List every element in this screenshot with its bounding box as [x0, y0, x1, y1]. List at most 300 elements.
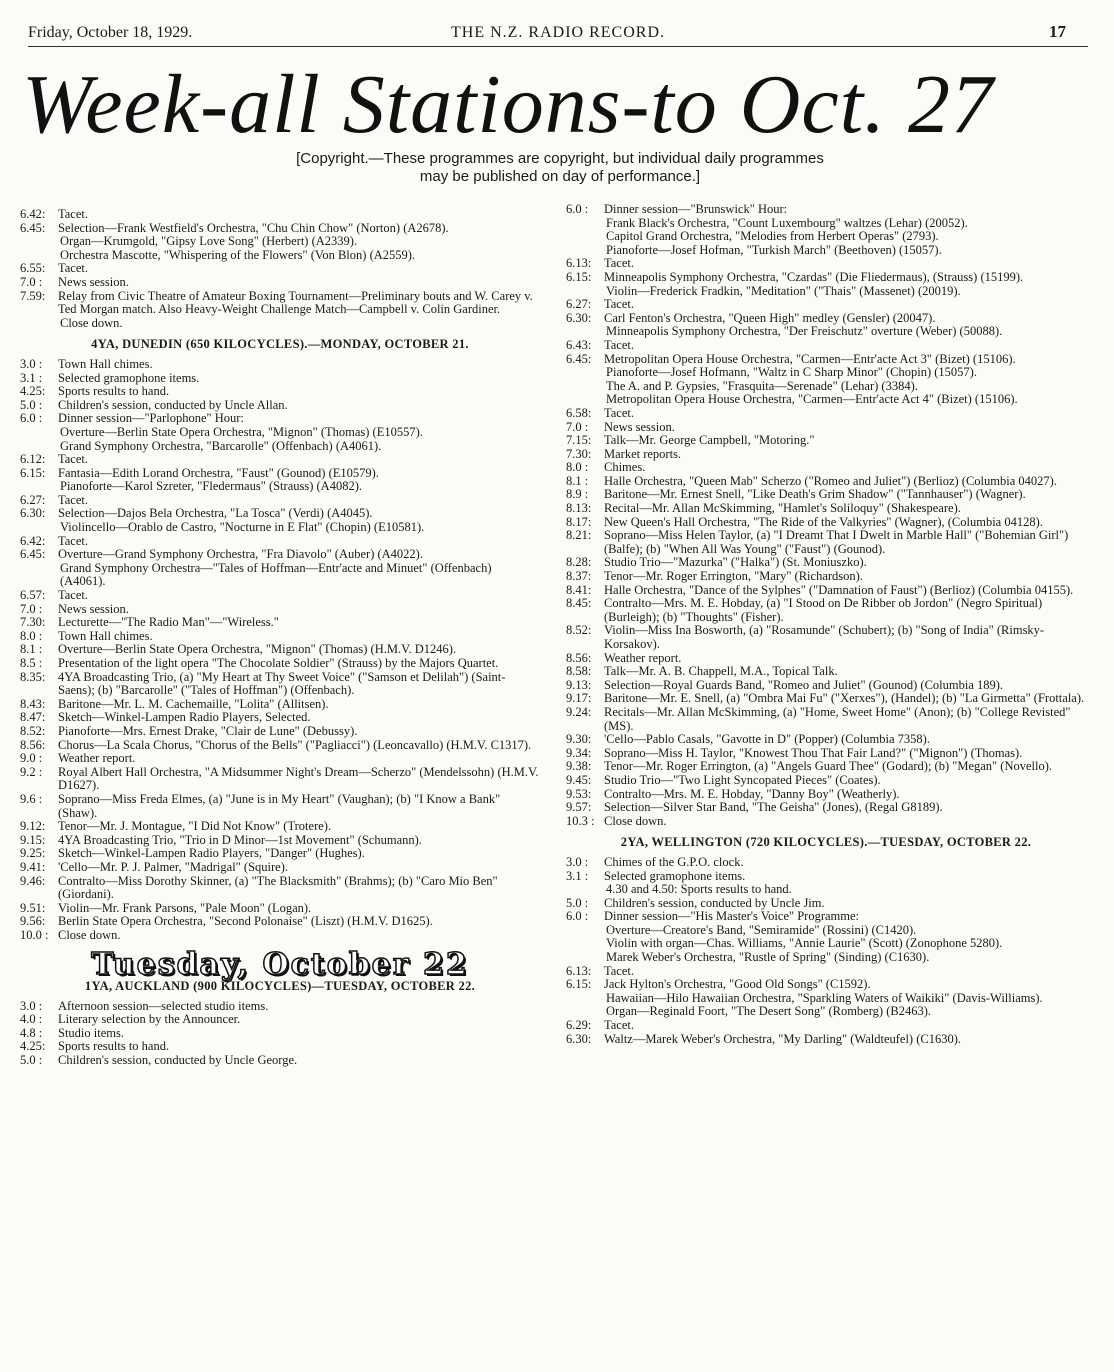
programme-entry: [566, 244, 1086, 258]
programme-entry: [20, 480, 540, 494]
entry-description: Sports results to hand.: [58, 1039, 170, 1054]
programme-entry: [20, 358, 540, 372]
programme-entry: [20, 929, 540, 943]
programme-entry: [20, 847, 540, 861]
entry-time: 6.15:: [566, 269, 592, 284]
programme-entry: [566, 516, 1086, 530]
entry-description: Chorus—La Scala Chorus, "Chorus of the Bells" ("Pagliacci") (Leoncavallo) (H.M.V. C1317).: [58, 737, 532, 752]
programme-entry: [566, 217, 1086, 231]
entry-description: Violin—Mr. Frank Parsons, "Pale Moon" (Logan).: [58, 900, 312, 915]
entry-description: 4YA Broadcasting Trio, (a) "My Heart at Thy Sweet Voice" ("Samson et Delilah") (Saint-Saens); (b) "Barcarolle" ("Tales of Hoffman") (Offenbach).: [58, 669, 506, 698]
entry-description: Overture—Grand Symphony Orchestra, "Fra Diavolo" (Auber) (A4022).: [58, 547, 423, 562]
entry-description: Soprano—Miss H. Taylor, "Knowest Thou That Fair Land?" ("Mignon") (Thomas).: [604, 745, 1023, 760]
programme-entry: [566, 815, 1086, 829]
entry-description: Studio items.: [58, 1025, 124, 1040]
entry-time: 8.47:: [20, 710, 46, 725]
entry-description: Selection—Dajos Bela Orchestra, "La Tosca" (Verdi) (A4045).: [58, 506, 373, 521]
entry-time: 6.27:: [20, 492, 46, 507]
entry-description: Grand Symphony Orchestra, "Barcarolle" (Offenbach) (A4061).: [60, 438, 382, 453]
entry-time: 7.30:: [20, 615, 46, 630]
entry-description: Baritone—Mr. Ernest Snell, "Like Death's Grim Shadow" ("Tannhauser") (Wagner).: [604, 487, 1026, 502]
programme-entry: [20, 725, 540, 739]
entry-description: Contralto—Mrs. M. E. Hobday, (a) "I Stood on De Ribber ob Jordon" (Negro Spiritual) (Burleigh); (b) "Thoughts" (Fisher).: [604, 596, 1043, 624]
programme-entry: [20, 630, 540, 644]
entry-time: 10.0 :: [20, 927, 49, 942]
entry-description: Dinner session—"Parlophone" Hour:: [58, 411, 244, 426]
entry-time: 8.56:: [20, 737, 46, 752]
entry-description: Capitol Grand Orchestra, "Melodies from Herbert Operas" (2793).: [606, 229, 939, 244]
entry-description: Pianoforte—Josef Hofman, "Turkish March" (Beethoven) (15057).: [606, 242, 942, 257]
entry-description: Contralto—Mrs. M. E. Hobday, "Danny Boy" (Weatherly).: [604, 786, 900, 801]
programme-entry: [566, 285, 1086, 299]
programme-entry: [566, 978, 1086, 992]
entry-time: 9.34:: [566, 745, 592, 760]
programme-entry: [566, 448, 1086, 462]
entry-description: Town Hall chimes.: [58, 356, 153, 371]
entry-time: 8.9 :: [566, 487, 589, 502]
entry-description: Tacet.: [604, 963, 635, 978]
programme-entry: [566, 801, 1086, 815]
programme-entry: [20, 548, 540, 562]
entry-description: Tacet.: [604, 337, 635, 352]
entry-description: Tacet.: [604, 297, 635, 312]
entry-description: Chimes of the G.P.O. clock.: [604, 854, 744, 869]
programme-entry: [20, 643, 540, 657]
publication-title: THE N.Z. RADIO RECORD.: [451, 24, 665, 41]
entry-description: Tacet.: [58, 533, 89, 548]
programme-entry: [566, 393, 1086, 407]
entry-description: Halle Orchestra, "Dance of the Sylphes" ("Damnation of Faust") (Berlioz) (Columbia 04155).: [604, 582, 1074, 597]
entry-time: 4.25:: [20, 1039, 46, 1054]
entry-description: Organ—Reginald Foort, "The Desert Song" (Romberg) (B2463).: [606, 1004, 931, 1019]
programme-entry: [566, 434, 1086, 448]
entry-description: Tacet.: [604, 405, 635, 420]
programme-entry: [20, 262, 540, 276]
programme-entry: [566, 570, 1086, 584]
programme-entry: [566, 760, 1086, 774]
entry-description: Weather report.: [58, 751, 136, 766]
entry-description: New Queen's Hall Orchestra, "The Ride of the Valkyries" (Wagner), (Columbia 04128).: [604, 514, 1043, 529]
day-heading: Tuesday, October 22: [91, 947, 469, 983]
entry-description: Selection—Silver Star Band, "The Geisha" (Jones), (Regal G8189).: [604, 800, 943, 815]
entry-description: Studio Trio—"Two Light Syncopated Pieces" (Coates).: [604, 772, 881, 787]
entry-description: Tenor—Mr. Roger Errington, (a) "Angels Guard Thee" (Godard); (b) "Megan" (Novello).: [604, 759, 1052, 774]
programme-entry: [20, 861, 540, 875]
programme-entry: [20, 834, 540, 848]
entry-time: 9.46:: [20, 873, 46, 888]
entry-time: 6.0 :: [20, 411, 43, 426]
programme-entry: [566, 203, 1086, 217]
programme-entry: [20, 1000, 540, 1014]
programme-entry: [20, 698, 540, 712]
entry-description: Carl Fenton's Orchestra, "Queen High" medley (Gensler) (20047).: [604, 310, 936, 325]
programme-entry: [20, 603, 540, 617]
programme-entry: [20, 290, 540, 317]
programme-entry: [566, 624, 1086, 651]
right-column: [566, 203, 1086, 1046]
entry-description: Violincello—Orablo de Castro, "Nocturne in E Flat" (Chopin) (E10581).: [60, 520, 425, 535]
entry-time: 9.24:: [566, 704, 592, 719]
entry-time: 6.45:: [566, 351, 592, 366]
entry-time: 6.42:: [20, 533, 46, 548]
programme-entry: [20, 385, 540, 399]
entry-time: 9.51:: [20, 900, 46, 915]
entry-time: 5.0 :: [566, 895, 589, 910]
entry-description: Pianoforte—Josef Hofmann, "Waltz in C Sharp Minor" (Chopin) (15057).: [606, 365, 977, 380]
programme-entry: [20, 657, 540, 671]
programme-entry: [566, 965, 1086, 979]
entry-description: Talk—Mr. George Campbell, "Motoring.": [604, 433, 815, 448]
entry-description: Tacet.: [604, 1018, 635, 1033]
entry-time: 6.43:: [566, 337, 592, 352]
entry-description: Town Hall chimes.: [58, 628, 153, 643]
entry-description: Selection—Royal Guards Band, "Romeo and Juliet" (Gounod) (Columbia 189).: [604, 677, 1004, 692]
entry-description: Tacet.: [58, 588, 89, 603]
entry-description: Violin—Frederick Fradkin, "Meditation" ("Thais" (Massenet) (20019).: [606, 283, 961, 298]
programme-entry: [566, 692, 1086, 706]
issue-date: Friday, October 18, 1929.: [28, 24, 193, 41]
programme-entry: [20, 820, 540, 834]
entry-time: 8.45:: [566, 596, 592, 611]
programme-entry: [566, 488, 1086, 502]
entry-description: Children's session, conducted by Uncle George.: [58, 1053, 298, 1068]
entry-time: 7.0 :: [20, 601, 43, 616]
programme-entry: [20, 372, 540, 386]
entry-time: 9.0 :: [20, 751, 43, 766]
programme-entry: [566, 230, 1086, 244]
programme-entry: [566, 747, 1086, 761]
programme-entry: [20, 235, 540, 249]
entry-description: Afternoon session—selected studio items.: [58, 998, 269, 1013]
entry-time: 3.1 :: [20, 370, 43, 385]
programme-entry: [566, 298, 1086, 312]
programme-entry: [566, 910, 1086, 924]
entry-time: 6.27:: [566, 297, 592, 312]
entry-time: 6.55:: [20, 261, 46, 276]
entry-description: Overture—Berlin State Opera Orchestra, "Mignon" (Thomas) (E10557).: [60, 424, 423, 439]
entry-time: 6.30:: [20, 506, 46, 521]
entry-description: Dinner session—"Brunswick" Hour:: [604, 202, 788, 216]
programme-entry: [566, 366, 1086, 380]
entry-description: Pianoforte—Mrs. Ernest Drake, "Clair de Lune" (Debussy).: [58, 723, 358, 738]
entry-description: News session.: [58, 274, 129, 289]
programme-entry: [566, 257, 1086, 271]
programme-entry: [566, 924, 1086, 938]
entry-description: Orchestra Mascotte, "Whispering of the Flowers" (Von Blon) (A2559).: [60, 247, 416, 262]
left-column: [20, 208, 540, 1068]
entry-time: 9.6 :: [20, 791, 43, 806]
programme-entry: [20, 494, 540, 508]
entry-description: Halle Orchestra, "Queen Mab" Scherzo ("Romeo and Juliet") (Berlioz) (Columbia 04027).: [604, 473, 1057, 488]
programme-entry: [566, 529, 1086, 556]
entry-time: 8.1 :: [20, 642, 43, 657]
programme-entry: [20, 412, 540, 426]
entry-description: Minneapolis Symphony Orchestra, "Der Freischutz" overture (Weber) (50088).: [606, 324, 1003, 339]
entry-time: 9.30:: [566, 732, 592, 747]
entry-time: 6.45:: [20, 220, 46, 235]
copyright-notice: [Copyright.—These programmes are copyright, but individual daily programmes may be published on day of performance.]: [296, 150, 824, 185]
programme-entry: [20, 671, 540, 698]
entry-description: Children's session, conducted by Uncle Jim.: [604, 895, 825, 910]
entry-description: Children's session, conducted by Uncle Allan.: [58, 397, 288, 412]
entry-description: The A. and P. Gypsies, "Frasquita—Serenade" (Lehar) (3384).: [606, 378, 918, 393]
entry-description: Marek Weber's Orchestra, "Rustle of Spring" (Sinding) (C1630).: [606, 950, 930, 965]
programme-entry: [20, 739, 540, 753]
programme-entry: [566, 325, 1086, 339]
entry-description: Pianoforte—Karol Szreter, "Fledermaus" (Strauss) (A4082).: [60, 479, 362, 494]
entry-time: 4.25:: [20, 384, 46, 399]
entry-time: 6.45:: [20, 547, 46, 562]
programme-entry: [566, 502, 1086, 516]
entry-description: Soprano—Miss Helen Taylor, (a) "I Dreamt That I Dwelt in Marble Hall" ("Bohemian Girl") (Balfe); (b) "When All Was Young" ("Faust") (Gounod).: [604, 528, 1069, 556]
programme-entry: [566, 380, 1086, 394]
entry-time: 7.0 :: [566, 419, 589, 434]
entry-time: 6.30:: [566, 310, 592, 325]
entry-time: 6.15:: [20, 465, 46, 480]
entry-description: Sketch—Winkel-Lampen Radio Players, Selected.: [58, 710, 311, 725]
entry-description: 'Cello—Pablo Casals, "Gavotte in D" (Popper) (Columbia 7358).: [604, 732, 930, 747]
programme-entry: [20, 222, 540, 236]
entry-time: 6.12:: [20, 452, 46, 467]
entry-time: 9.57:: [566, 800, 592, 815]
entry-description: Dinner session—"His Master's Voice" Programme:: [604, 909, 860, 924]
entry-time: 6.15:: [566, 977, 592, 992]
programme-entry: [20, 317, 540, 331]
entry-description: Tacet.: [604, 256, 635, 271]
entry-time: 8.41:: [566, 582, 592, 597]
programme-entry: [566, 271, 1086, 285]
programme-entry: [20, 208, 540, 222]
programme-entry: [20, 711, 540, 725]
entry-description: Studio Trio—"Mazurka" ("Halka") (St. Moniuszko).: [604, 555, 867, 570]
entry-time: 8.21:: [566, 528, 592, 543]
programme-entry: [566, 1033, 1086, 1047]
entry-description: Metropolitan Opera House Orchestra, "Carmen—Entr'acte Act 4" (Bizet) (15106).: [606, 392, 1018, 407]
entry-time: 8.52:: [20, 723, 46, 738]
entry-description: Tacet.: [58, 492, 89, 507]
entry-description: Presentation of the light opera "The Chocolate Soldier" (Strauss) by the Majors Quartet.: [58, 656, 499, 670]
entry-time: 5.0 :: [20, 1053, 43, 1068]
entry-description: Hawaiian—Hilo Hawaiian Orchestra, "Sparkling Waters of Waikiki" (Davis-Williams).: [606, 990, 1043, 1005]
programme-entry: [20, 793, 540, 820]
entry-description: Chimes.: [604, 460, 646, 475]
station-heading-auckland: 1YA, AUCKLAND (900 KILOCYCLES)—TUESDAY, OCTOBER 22.: [84, 979, 476, 994]
entry-description: Minneapolis Symphony Orchestra, "Czardas" (Die Fliedermaus), (Strauss) (15199).: [604, 269, 1024, 284]
banner-headline: Week-all Stations-to Oct. 27: [22, 58, 995, 151]
entry-time: 3.1 :: [566, 868, 589, 883]
entry-time: 8.58:: [566, 664, 592, 679]
programme-entry: [20, 249, 540, 263]
entry-time: 7.0 :: [20, 274, 43, 289]
entry-description: Frank Black's Orchestra, "Count Luxembourg" waltzes (Lehar) (20052).: [606, 215, 968, 230]
entry-time: 6.30:: [566, 1031, 592, 1046]
programme-list: [20, 1000, 540, 1068]
entry-time: 9.15:: [20, 832, 46, 847]
entry-description: Royal Albert Hall Orchestra, "A Midsummer Night's Dream—Scherzo" (Mendelssohn) (H.M.V. D1627).: [58, 764, 539, 793]
entry-description: News session.: [58, 601, 129, 616]
programme-entry: [20, 752, 540, 766]
entry-time: 9.45:: [566, 772, 592, 787]
entry-time: 8.37:: [566, 569, 592, 584]
programme-entry: [20, 440, 540, 454]
entry-time: 8.0 :: [566, 460, 589, 475]
entry-description: Selected gramophone items.: [604, 868, 746, 883]
programme-entry: [566, 475, 1086, 489]
entry-time: 7.59:: [20, 288, 46, 303]
programme-entry: [566, 733, 1086, 747]
programme-entry: [566, 870, 1086, 884]
entry-description: Overture—Berlin State Opera Orchestra, "Mignon" (Thomas) (H.M.V. D1246).: [58, 642, 457, 657]
programme-entry: [566, 679, 1086, 693]
entry-time: 3.0 :: [20, 356, 43, 371]
entry-description: Tacet.: [58, 452, 89, 467]
entry-time: 9.13:: [566, 677, 592, 692]
entry-description: Lecturette—"The Radio Man"—"Wireless.": [58, 615, 279, 630]
entry-time: 9.41:: [20, 859, 46, 874]
programme-entry: [566, 353, 1086, 367]
station-heading-dunedin: 4YA, DUNEDIN (650 KILOCYCLES).—MONDAY, OCTOBER 21.: [91, 337, 469, 352]
entry-description: Soprano—Miss Freda Elmes, (a) "June is in My Heart" (Vaughan); (b) "I Know a Bank" (Shaw).: [58, 791, 501, 820]
entry-description: Sports results to hand.: [58, 384, 170, 399]
entry-time: 9.17:: [566, 691, 592, 706]
station-heading-wellington: 2YA, WELLINGTON (720 KILOCYCLES).—TUESDAY, OCTOBER 22.: [620, 835, 1032, 850]
entry-description: Market reports.: [604, 446, 682, 461]
programme-entry: [20, 1013, 540, 1027]
programme-entry: [566, 937, 1086, 951]
programme-list: [20, 208, 540, 330]
entry-description: Tenor—Mr. J. Montague, "I Did Not Know" (Trotere).: [58, 819, 332, 834]
programme-entry: [566, 312, 1086, 326]
entry-description: Tacet.: [58, 261, 89, 276]
programme-entry: [566, 883, 1086, 897]
entry-description: Close down.: [60, 315, 123, 330]
entry-time: 9.12:: [20, 819, 46, 834]
programme-entry: [566, 556, 1086, 570]
entry-description: Baritone—Mr. L. M. Cachemaille, "Lolita" (Allitsen).: [58, 696, 329, 711]
entry-description: News session.: [604, 419, 675, 434]
programme-entry: [566, 706, 1086, 733]
entry-time: 9.38:: [566, 759, 592, 774]
entry-description: Talk—Mr. A. B. Chappell, M.A., Topical Talk.: [604, 664, 838, 679]
programme-entry: [20, 507, 540, 521]
programme-entry: [20, 453, 540, 467]
page-header: [28, 24, 1088, 47]
programme-entry: [20, 915, 540, 929]
entry-time: 8.52:: [566, 623, 592, 638]
entry-time: 9.56:: [20, 914, 46, 929]
entry-time: 6.57:: [20, 588, 46, 603]
programme-entry: [566, 951, 1086, 965]
entry-description: Violin with organ—Chas. Williams, "Annie Laurie" (Scott) (Zonophone 5280).: [606, 936, 1003, 951]
entry-description: Overture—Creatore's Band, "Semiramide" (Rossini) (C1420).: [606, 922, 917, 937]
entry-time: 6.13:: [566, 256, 592, 271]
entry-time: 6.42:: [20, 207, 46, 221]
programme-entry: [566, 1019, 1086, 1033]
entry-time: 3.0 :: [566, 854, 589, 869]
entry-description: Literary selection by the Announcer.: [58, 1012, 241, 1027]
programme-entry: [20, 535, 540, 549]
programme-entry: [20, 1027, 540, 1041]
entry-description: Selection—Frank Westfield's Orchestra, "Chu Chin Chow" (Norton) (A2678).: [58, 220, 449, 235]
entry-time: 4.8 :: [20, 1025, 43, 1040]
programme-entry: [566, 774, 1086, 788]
entry-description: 'Cello—Mr. P. J. Palmer, "Madrigal" (Squire).: [58, 859, 288, 874]
programme-entry: [20, 426, 540, 440]
programme-entry: [20, 276, 540, 290]
programme-entry: [566, 597, 1086, 624]
programme-entry: [20, 1054, 540, 1068]
entry-time: 8.1 :: [566, 473, 589, 488]
entry-description: Weather report.: [604, 650, 682, 665]
entry-description: 4.30 and 4.50: Sports results to hand.: [606, 882, 792, 897]
entry-description: 4YA Broadcasting Trio, "Trio in D Minor—1st Movement" (Schumann).: [58, 832, 422, 847]
entry-time: 8.5 :: [20, 656, 43, 670]
entry-description: Relay from Civic Theatre of Amateur Boxing Tournament—Preliminary bouts and W. Carey v. Ted Morgan match. Also Heavy-Weight Challenge Match—Campbell v. Colin Gardiner.: [58, 288, 533, 317]
programme-entry: [20, 467, 540, 481]
entry-description: Fantasia—Edith Lorand Orchestra, "Faust" (Gounod) (E10579).: [58, 465, 379, 480]
entry-time: 8.35:: [20, 669, 46, 684]
entry-time: 9.25:: [20, 846, 46, 861]
programme-entry: [566, 856, 1086, 870]
programme-entry: [566, 788, 1086, 802]
entry-description: Close down.: [58, 927, 121, 942]
programme-entry: [566, 421, 1086, 435]
entry-description: Jack Hylton's Orchestra, "Good Old Songs" (C1592).: [604, 977, 871, 992]
programme-entry: [20, 766, 540, 793]
entry-time: 3.0 :: [20, 998, 43, 1013]
entry-description: Contralto—Miss Dorothy Skinner, (a) "The Blacksmith" (Brahms); (b) "Caro Mio Ben" (Giordani).: [58, 873, 498, 902]
entry-time: 6.58:: [566, 405, 592, 420]
entry-time: 8.56:: [566, 650, 592, 665]
programme-entry: [566, 897, 1086, 911]
programme-entry: [20, 1040, 540, 1054]
entry-time: 7.15:: [566, 433, 592, 448]
entry-description: Selected gramophone items.: [58, 370, 200, 385]
entry-description: Tacet.: [58, 207, 89, 221]
entry-description: Organ—Krumgold, "Gipsy Love Song" (Herbert) (A2339).: [60, 234, 358, 249]
entry-description: Recital—Mr. Allan McSkimming, "Hamlet's Soliloquy" (Shakespeare).: [604, 501, 961, 516]
programme-entry: [20, 902, 540, 916]
entry-description: Violin—Miss Ina Bosworth, (a) "Rosamunde" (Schubert); (b) "Song of India" (Rimsky-Korsakov).: [604, 623, 1045, 651]
entry-time: 4.0 :: [20, 1012, 43, 1027]
programme-entry: [20, 875, 540, 902]
entry-time: 6.0 :: [566, 909, 589, 924]
page-number: 17: [1049, 22, 1066, 41]
programme-list: [566, 856, 1086, 1046]
entry-description: Tenor—Mr. Roger Errington, "Mary" (Richardson).: [604, 569, 863, 584]
programme-list: [20, 358, 540, 943]
entry-time: 6.0 :: [566, 202, 589, 216]
programme-entry: [20, 562, 540, 589]
entry-time: 9.2 :: [20, 764, 43, 779]
programme-entry: [20, 521, 540, 535]
programme-entry: [20, 616, 540, 630]
entry-time: 8.13:: [566, 501, 592, 516]
entry-time: 9.53:: [566, 786, 592, 801]
entry-time: 7.30:: [566, 446, 592, 461]
entry-description: Berlin State Opera Orchestra, "Second Polonaise" (Liszt) (H.M.V. D1625).: [58, 914, 433, 929]
programme-entry: [566, 339, 1086, 353]
entry-description: Metropolitan Opera House Orchestra, "Carmen—Entr'acte Act 3" (Bizet) (15106).: [604, 351, 1016, 366]
programme-entry: [566, 665, 1086, 679]
programme-entry: [566, 652, 1086, 666]
entry-time: 8.28:: [566, 555, 592, 570]
entry-time: 8.17:: [566, 514, 592, 529]
entry-description: Grand Symphony Orchestra—"Tales of Hoffman—Entr'acte and Minuet" (Offenbach) (A4061).: [60, 560, 492, 589]
entry-time: 6.13:: [566, 963, 592, 978]
programme-entry: [20, 589, 540, 603]
entry-time: 8.0 :: [20, 628, 43, 643]
